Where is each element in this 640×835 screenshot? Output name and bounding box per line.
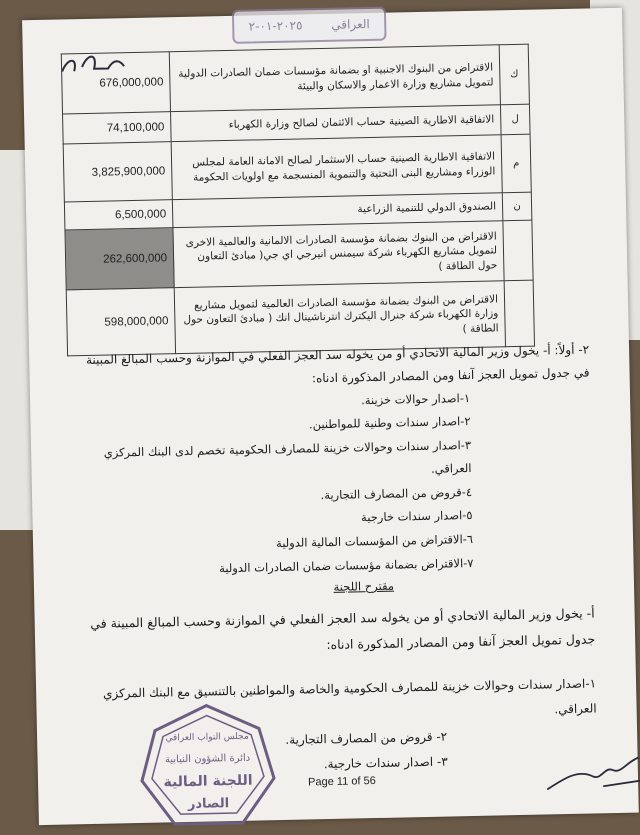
- list-item: ٣- اصدار سندات خارجية.: [323, 754, 448, 772]
- row-letter-cell: [504, 280, 534, 347]
- top-stamp: [232, 7, 387, 44]
- amount-cell: 6,500,000: [64, 200, 173, 230]
- list-item: ٥-اصدار سندات خارجية: [360, 508, 473, 525]
- description-cell: الاتفاقية الاطارية الصينية حساب الائتمان لصالح وزارة الكهرباء: [171, 105, 502, 142]
- table-row: [61, 44, 529, 114]
- table-row: [63, 134, 531, 202]
- list-item: ٢-اصدار سندات وطنية للمواطنين.: [308, 414, 471, 432]
- list-item: ١-اصدار حوالات خزينة.: [360, 390, 471, 407]
- official-seal: [136, 700, 279, 833]
- description-cell: الصندوق الدولي للتنمية الزراعية: [172, 193, 503, 228]
- document-page: [22, 8, 639, 825]
- description-cell: الاقتراض من البنوك بضمانة مؤسسة الصادرات الالمانية والعالمية الاخرى لتمويل مشاريع الكهرباء شركة سيمنس انيرجي اي جي( مبادئ التعاون حول الطاقة ): [173, 221, 504, 288]
- seal-line-3: اللجنة المالية: [163, 772, 253, 791]
- list-item: ١-اصدار سندات وحوالات خزينة للمصارف الحكومية والخاصة والمواطنين بالتنسيق مع البنك المركزي العراقي.: [102, 676, 597, 717]
- amount-cell: 598,000,000: [66, 288, 175, 356]
- seal-line-1: مجلس النواب العراقي: [165, 731, 249, 744]
- row-letter-cell: ك: [499, 44, 529, 105]
- signature-icon: [542, 747, 640, 799]
- top-stamp-date: ٢٠٢٥-٠١-٢: [248, 18, 303, 34]
- row-letter-cell: ل: [500, 104, 530, 135]
- list-item: ٢- قروض من المصارف التجارية.: [285, 729, 448, 747]
- seal-line-4: الصادر: [187, 796, 230, 812]
- list-item: ٧-الاقتراض بضمانة مؤسسات ضمان الصادرات الدولية: [218, 555, 474, 575]
- top-stamp-text: العراقي: [331, 17, 370, 32]
- description-cell: الاتفاقية الاطارية الصينية حساب الاستثمار لصالح الامانة العامة لمجلس الوزراء ومشاريع البنى التحتية والتنموية المنسجمة مع اولويات الحكومة: [171, 135, 502, 200]
- amount-cell: 3,825,900,000: [63, 142, 172, 202]
- page-number: Page 11 of 56: [307, 775, 376, 789]
- row-letter-cell: [503, 220, 533, 281]
- list-item: ٣-اصدار سندات وحوالات خزينة للمصارف الحكومية تخصم لدى البنك المركزي العراقي.: [103, 437, 472, 477]
- seal-line-2: دائرة الشؤون النيابية: [164, 752, 251, 766]
- committee-heading: مقترح اللجنة: [333, 578, 395, 594]
- amount-cell: 676,000,000: [61, 52, 170, 114]
- row-letter-cell: ن: [502, 192, 532, 221]
- section-2-intro: ٢- أولاً: أ- يخول وزير المالية الاتحادي أو من يخوله سد العجز الفعلي في الموازنة وحسب المبالغ المبينة في جدول تمويل العجز آنفا ومن المصادر المذكورة ادناه:: [85, 342, 590, 386]
- amount-cell: 262,600,000: [65, 228, 174, 290]
- amount-cell: 74,100,000: [63, 112, 172, 144]
- description-cell: الاقتراض من البنوك بضمانة مؤسسة الصادرات العالمية لتمويل مشاريع وزارة الكهرباء شركة جنرال اليكترك انترناشينال انك ( مبادئ التعاون حول الطاقة ): [174, 281, 505, 354]
- table-row: [65, 220, 533, 290]
- funding-table: [61, 44, 535, 357]
- committee-intro: أ- يخول وزير المالية الاتحادي أو من يخوله سد العجز الفعلي في الموازنة وحسب المبالغ المبينة في جدول تمويل العجز آنفا ومن المصادر المذكورة ادناه:: [90, 605, 596, 653]
- section-2-list: [68, 384, 594, 583]
- list-item: ٦-الاقتراض من المؤسسات المالية الدولية: [275, 531, 474, 551]
- list-item: ٤-قروض من المصارف التجارية.: [320, 484, 473, 502]
- row-letter-cell: م: [501, 134, 531, 193]
- description-cell: الاقتراض من البنوك الاجنبية او بضمانة مؤسسات ضمان الصادرات الدولية لتمويل مشاريع وزارة الاعمار والاسكان والبيئة: [169, 45, 500, 112]
